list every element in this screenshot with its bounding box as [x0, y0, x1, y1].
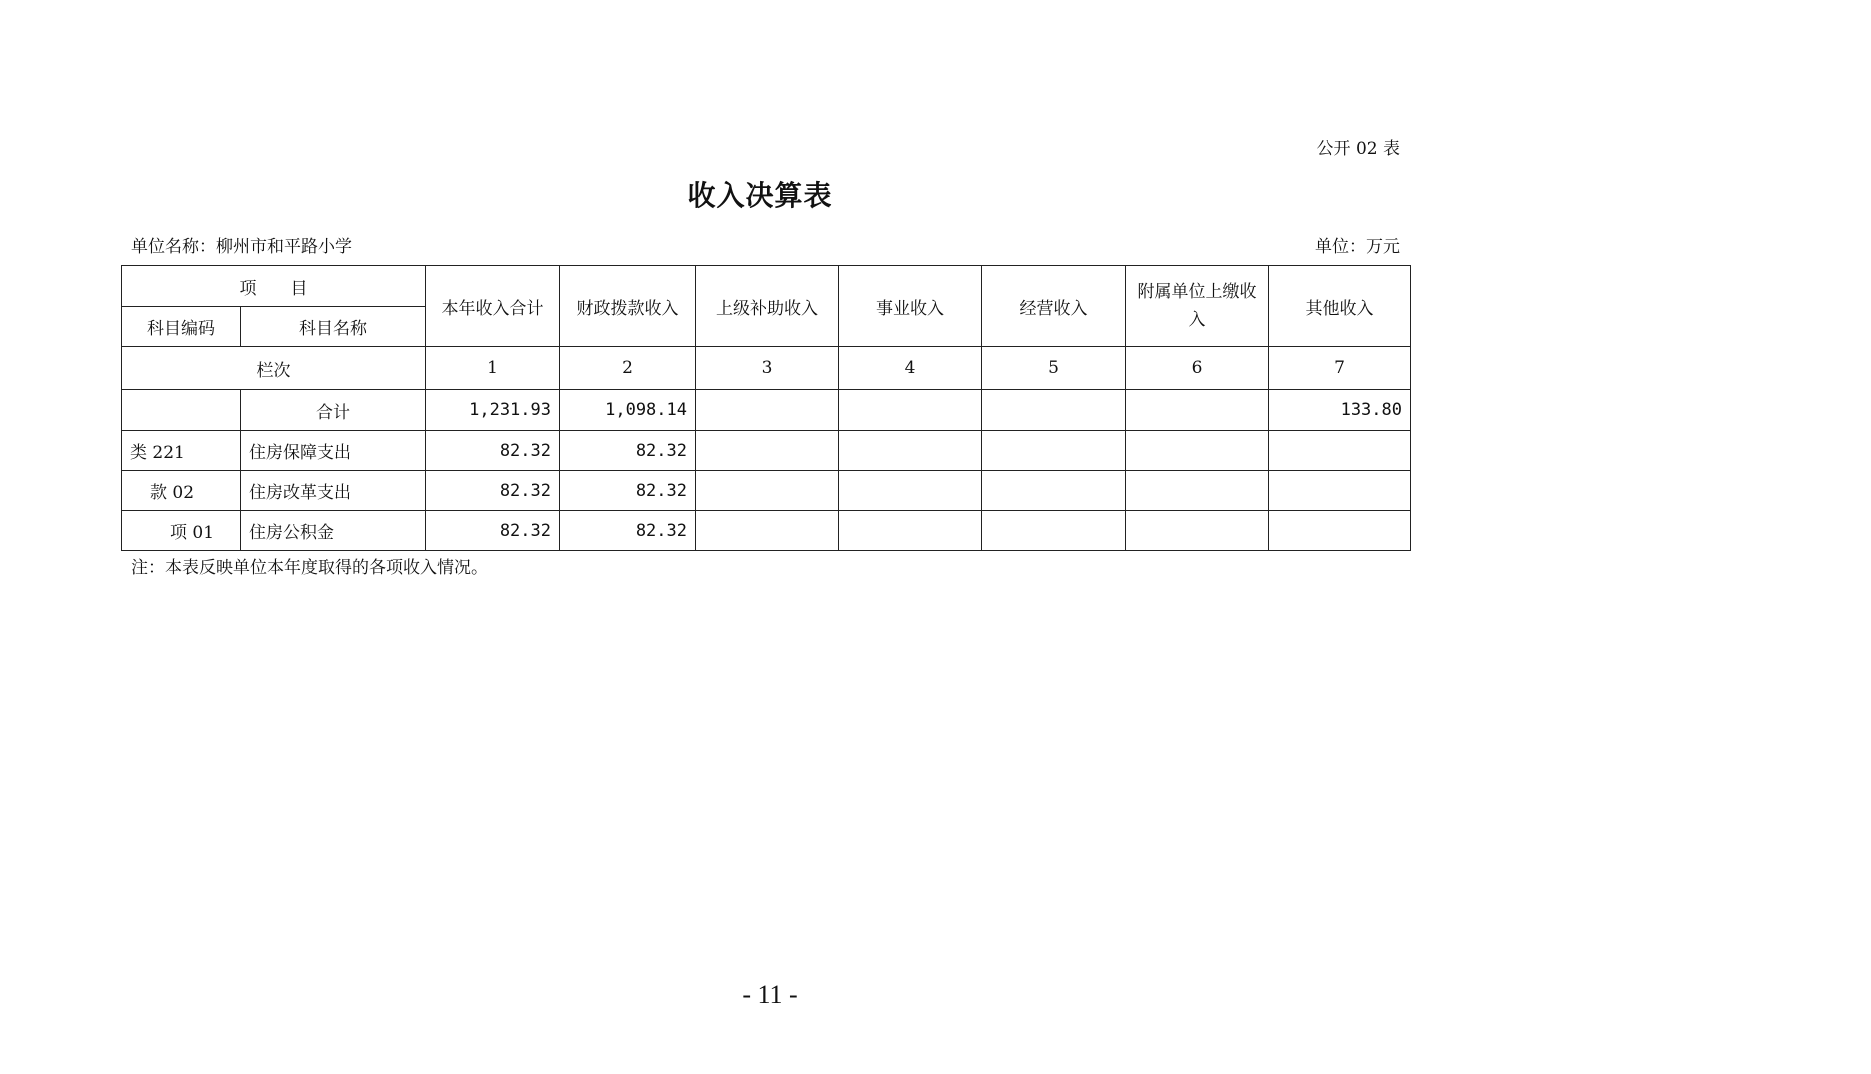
header-subject-code: 科目编码 — [122, 307, 241, 347]
col-number-7: 7 — [1269, 347, 1411, 390]
total-code — [122, 390, 241, 431]
header-col-7: 其他收入 — [1269, 266, 1411, 347]
col-number-3: 3 — [696, 347, 839, 390]
row-value-3 — [696, 471, 839, 511]
income-table — [121, 265, 1411, 551]
row-value-1: 82.32 — [426, 511, 560, 551]
row-value-6 — [1126, 511, 1269, 551]
row-value-1: 82.32 — [426, 431, 560, 471]
row-value-7 — [1269, 431, 1411, 471]
row-value-1: 82.32 — [426, 471, 560, 511]
total-value-7: 133.80 — [1269, 390, 1411, 431]
row-value-3 — [696, 511, 839, 551]
page-title: 收入决算表 — [687, 179, 833, 212]
form-code: 公开 02 表 — [1316, 139, 1400, 159]
total-value-2: 1,098.14 — [560, 390, 696, 431]
row-value-4 — [839, 431, 982, 471]
header-col-3: 上级补助收入 — [696, 266, 839, 347]
header-project: 项 目 — [122, 266, 426, 307]
row-value-2: 82.32 — [560, 511, 696, 551]
row-code: 类 221 — [122, 431, 241, 471]
row-index-label: 栏次 — [122, 347, 426, 390]
unit-measure: 单位：万元 — [1315, 237, 1400, 257]
row-name: 住房公积金 — [241, 511, 426, 551]
row-code: 款 02 — [122, 471, 241, 511]
row-value-3 — [696, 431, 839, 471]
total-row — [122, 390, 1411, 431]
header-col-2: 财政拨款收入 — [560, 266, 696, 347]
header-row-1 — [122, 266, 1411, 307]
page-number: - 11 - — [742, 980, 798, 1009]
row-code: 项 01 — [122, 511, 241, 551]
header-col-1: 本年收入合计 — [426, 266, 560, 347]
row-value-5 — [982, 511, 1126, 551]
row-value-2: 82.32 — [560, 431, 696, 471]
total-value-1: 1,231.93 — [426, 390, 560, 431]
row-value-7 — [1269, 471, 1411, 511]
header-col-6: 附属单位上缴收入 — [1126, 266, 1269, 347]
total-value-5 — [982, 390, 1126, 431]
row-name: 住房改革支出 — [241, 471, 426, 511]
row-value-5 — [982, 471, 1126, 511]
row-value-7 — [1269, 511, 1411, 551]
header-subject-name: 科目名称 — [241, 307, 426, 347]
table-row — [122, 431, 1411, 471]
table-row — [122, 511, 1411, 551]
row-value-2: 82.32 — [560, 471, 696, 511]
col-number-1: 1 — [426, 347, 560, 390]
total-value-4 — [839, 390, 982, 431]
row-value-6 — [1126, 431, 1269, 471]
col-number-2: 2 — [560, 347, 696, 390]
unit-name: 单位名称：柳州市和平路小学 — [131, 237, 352, 257]
row-value-4 — [839, 471, 982, 511]
row-value-4 — [839, 511, 982, 551]
col-number-4: 4 — [839, 347, 982, 390]
row-value-6 — [1126, 471, 1269, 511]
total-label: 合计 — [241, 390, 426, 431]
table-note: 注：本表反映单位本年度取得的各项收入情况。 — [131, 558, 488, 578]
column-index-row — [122, 347, 1411, 390]
total-value-3 — [696, 390, 839, 431]
header-col-4: 事业收入 — [839, 266, 982, 347]
col-number-6: 6 — [1126, 347, 1269, 390]
row-name: 住房保障支出 — [241, 431, 426, 471]
header-col-5: 经营收入 — [982, 266, 1126, 347]
col-number-5: 5 — [982, 347, 1126, 390]
total-value-6 — [1126, 390, 1269, 431]
table-row — [122, 471, 1411, 511]
row-value-5 — [982, 431, 1126, 471]
